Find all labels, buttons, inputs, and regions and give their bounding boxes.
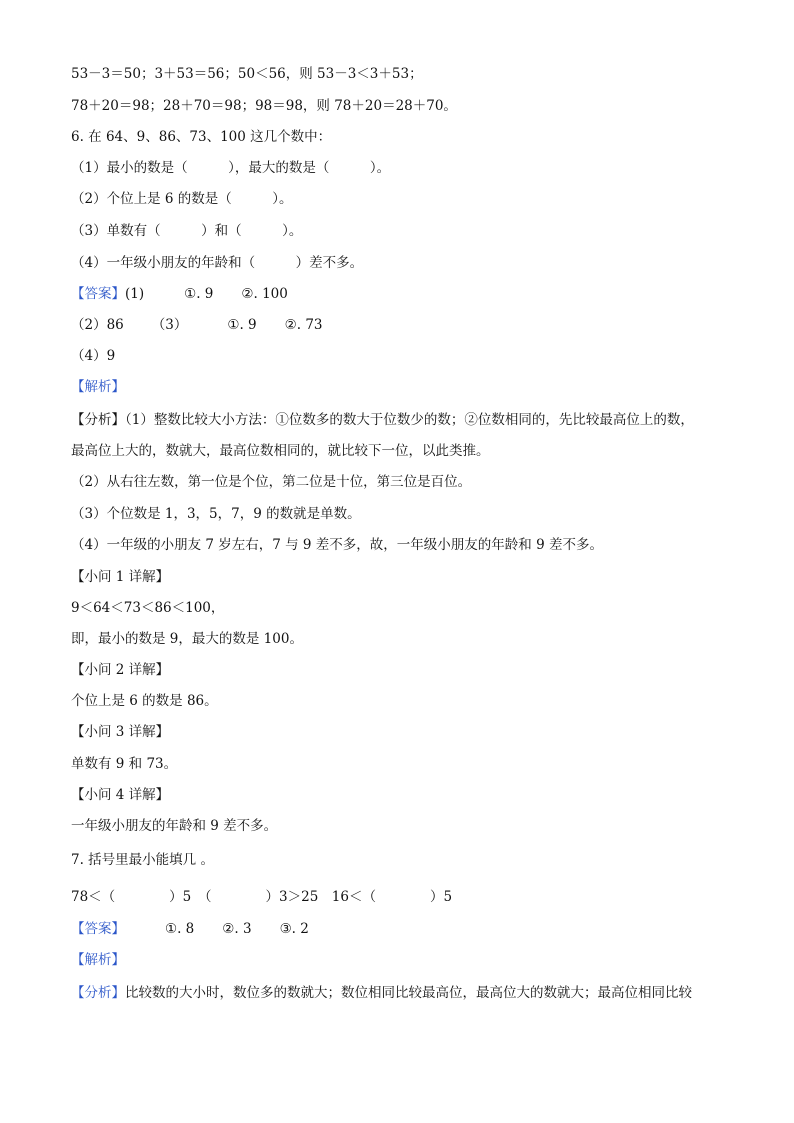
answer-label-7: 【答案】 [71, 921, 125, 937]
answer-6-row-1 [71, 284, 288, 304]
question-6: 6. 在 64、9、86、73、100 这几个数中： [71, 129, 332, 145]
subquestion-2-line-1: 个位上是 6 的数是 86。 [71, 693, 218, 709]
analysis-sub-label: 【分析】 [71, 412, 125, 428]
answer-6-row-2 [71, 315, 323, 335]
analysis-label-6: 【解析】 [71, 379, 125, 395]
analysis-sub-label-7: 【分析】 [71, 985, 125, 1001]
answer-7-item-1: ①. 8 [165, 921, 195, 937]
answer-6-item-4: ②. 73 [284, 317, 323, 333]
analysis-7-line-1 [71, 983, 692, 1003]
question-7-blanks: 78＜（ ）5 （ ）3＞25 16＜（ ）5 [71, 889, 453, 905]
subquestion-1-title: 【小问 1 详解】 [71, 569, 170, 585]
answer-6-part-2: （2）86 [71, 317, 124, 333]
analysis-6-line-1 [71, 410, 694, 430]
answer-label: 【答案】 [71, 286, 125, 302]
answer-7-row [71, 919, 309, 939]
answer-7-item-2: ②. 3 [222, 921, 252, 937]
answer-7-item-3: ③. 2 [279, 921, 309, 937]
subquestion-1-line-1: 9＜64＜73＜86＜100， [71, 600, 225, 616]
question-7: 7. 括号里最小能填几 。 [71, 852, 214, 868]
question-6-part-2: （2）个位上是 6 的数是（ ）。 [71, 191, 293, 207]
analysis-6-text-1: （1）整数比较大小方法：①位数多的数大于位数少的数；②位数相同的，先比较最高位上的数， [125, 412, 694, 428]
subquestion-2-title: 【小问 2 详解】 [71, 662, 170, 678]
answer-6-row-3: （4）9 [71, 348, 116, 364]
analysis-6-line-5: （4）一年级的小朋友 7 岁左右，7 与 9 差不多，故，一年级小朋友的年龄和 9 差不多。 [71, 537, 603, 553]
subquestion-4-title: 【小问 4 详解】 [71, 787, 170, 803]
analysis-label-7: 【解析】 [71, 952, 125, 968]
subquestion-3-title: 【小问 3 详解】 [71, 724, 170, 740]
answer-6-item-3: ①. 9 [227, 317, 257, 333]
analysis-6-line-2: 最高位上大的，数就大，最高位数相同的，就比较下一位，以此类推。 [71, 443, 490, 459]
compare-line-1: 53－3＝50；3＋53＝56；50＜56，则 53－3＜3＋53； [71, 66, 423, 82]
question-6-part-4: （4）一年级小朋友的年龄和（ ）差不多。 [71, 255, 364, 271]
analysis-7-text-1: 比较数的大小时，数位多的数就大；数位相同比较最高位，最高位大的数就大；最高位相同比较 [125, 985, 692, 1001]
compare-line-2: 78＋20＝98；28＋70＝98；98＝98，则 78＋20＝28＋70。 [71, 98, 457, 114]
answer-6-part-1: (1) [125, 286, 145, 302]
analysis-6-line-4: （3）个位数是 1，3，5，7，9 的数就是单数。 [71, 506, 361, 522]
subquestion-1-line-2: 即，最小的数是 9，最大的数是 100。 [71, 631, 303, 647]
subquestion-4-line-1: 一年级小朋友的年龄和 9 差不多。 [71, 818, 278, 834]
question-6-part-1: （1）最小的数是（ ），最大的数是（ ）。 [71, 160, 391, 176]
answer-6-part-3: （3） [151, 317, 188, 333]
answer-6-item-2: ②. 100 [241, 286, 288, 302]
analysis-6-line-3: （2）从右往左数，第一位是个位，第二位是十位，第三位是百位。 [71, 474, 472, 490]
question-6-part-3: （3）单数有（ ）和（ ）。 [71, 223, 303, 239]
subquestion-3-line-1: 单数有 9 和 73。 [71, 756, 178, 772]
answer-6-item-1: ①. 9 [184, 286, 214, 302]
